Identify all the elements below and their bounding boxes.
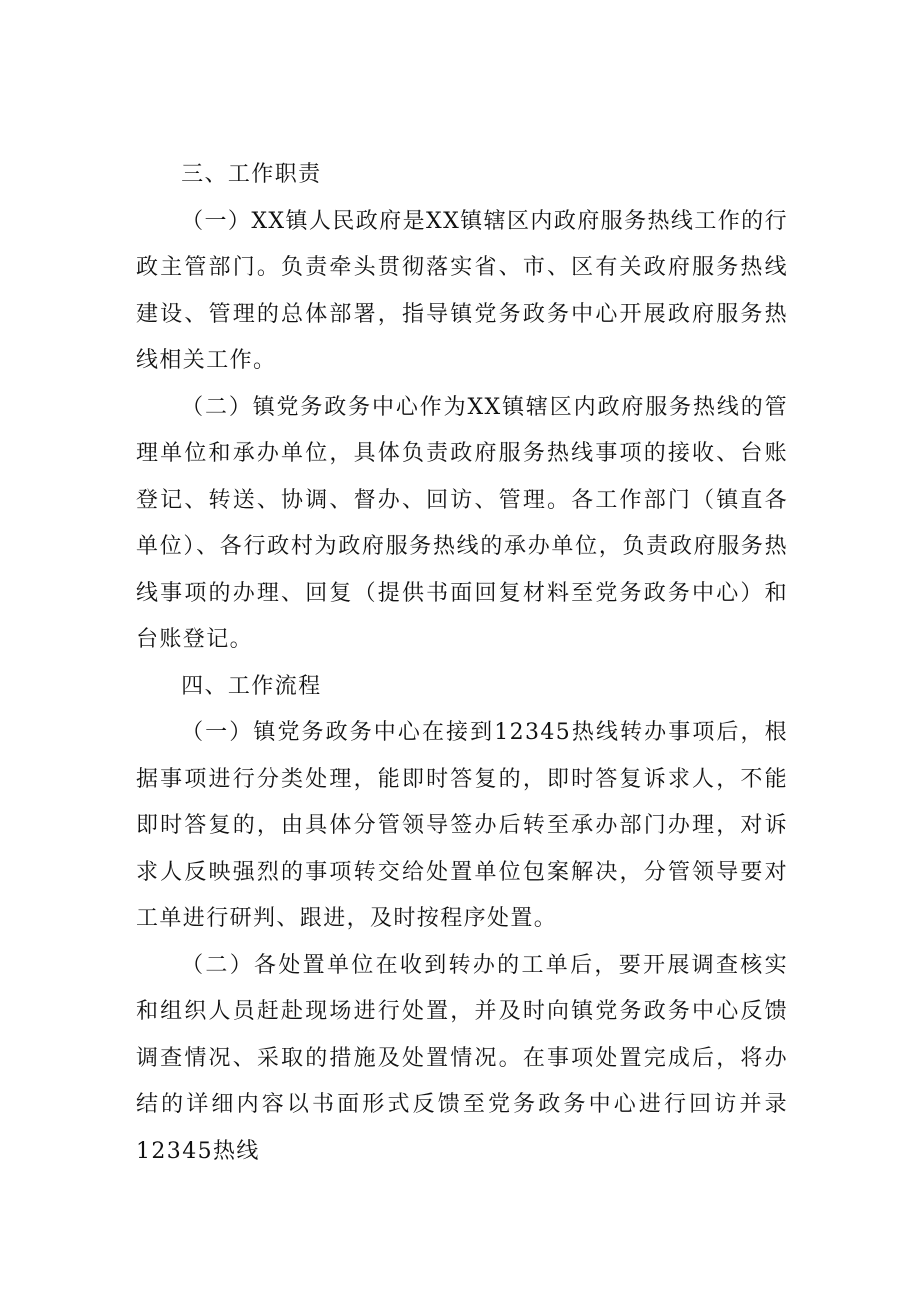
paragraph-workflow-2: （二）各处置单位在收到转办的工单后，要开展调查核实和组织人员赶赴现场进行处置，并及时向镇党务政务中心反馈调查情况、采取的措施及处置情况。在事项处置完成后，将办结的详细内容以书面形式反馈至党务政务中心进行回访并录12345热线 (136, 952, 788, 1164)
document-body (136, 152, 788, 1175)
paragraph-workflow-1: （一）镇党务政务中心在接到12345热线转办事项后，根据事项进行分类处理，能即时答复的，即时答复诉求人，不能即时答复的，由具体分管领导签办后转至承办部门办理，对诉求人反映强烈的事项转交给处置单位包案解决，分管领导要对工单进行研判、跟进，及时按程序处置。 (136, 720, 788, 931)
paragraph-duty-1: （一）XX镇人民政府是XX镇辖区内政府服务热线工作的行政主管部门。负责牵头贯彻落实省、市、区有关政府服务热线建设、管理的总体部署，指导镇党务政务中心开展政府服务热线相关工作。 (136, 208, 788, 373)
section-heading-workflow: 四、工作流程 (181, 673, 322, 699)
section-heading-work-duties: 三、工作职责 (181, 162, 322, 187)
paragraph-duty-2: （二）镇党务政务中心作为XX镇辖区内政府服务热线的管理单位和承办单位，具体负责政府服务热线事项的接收、台账登记、转送、协调、督办、回访、管理。各工作部门（镇直各单位）、各行政村为政府服务热线的承办单位，负责政府服务热线事项的办理、回复（提供书面回复材料至党务政务中心）和台账登记。 (136, 394, 788, 652)
